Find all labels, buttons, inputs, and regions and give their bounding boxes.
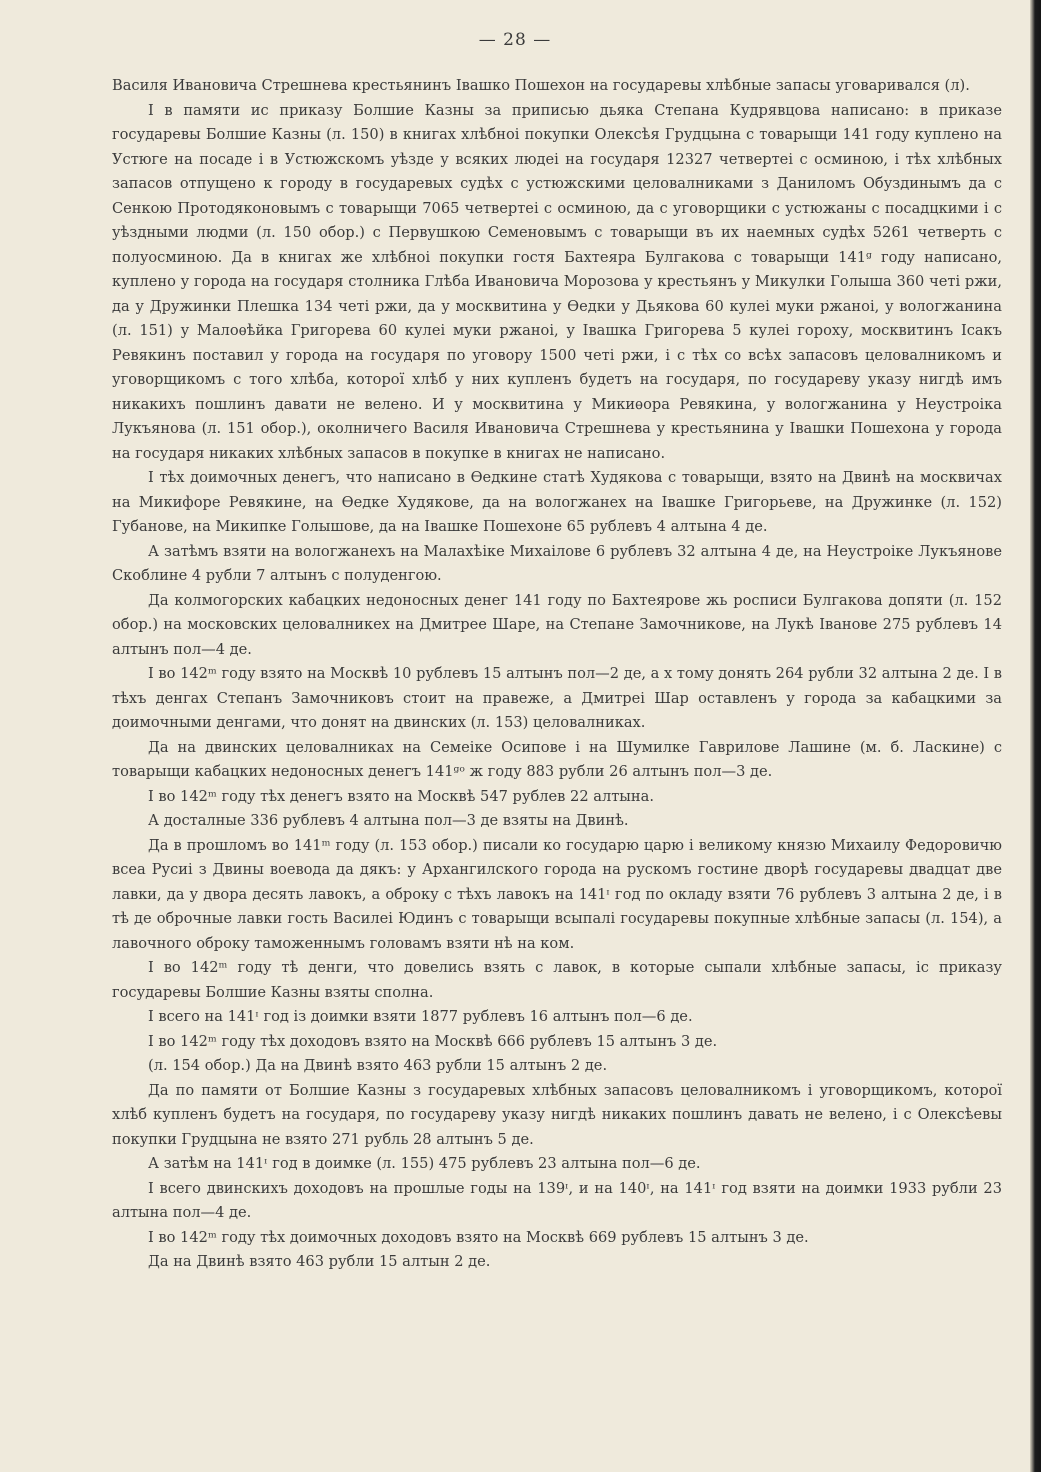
- paragraph: Да колмогорских кабацких недоносных денег 141 году по Бахтеярове жь росписи Булгакова допяти (л. 152 обор.) на московских целовалникех на Дмитрее Шаре, на Степане Замочникове, на Лукѣ Іванове 275 рублевъ 14 алтынъ пол—4 де.: [112, 591, 1002, 658]
- paragraph: Да в прошломъ во 141ᵐ году (л. 153 обор.) писали ко государю царю і великому князю Михаилу Федоровичю всеа Русиі з Двины воевода да дякъ: у Архангилского города на рускомъ гостине дворѣ государевы двадцат две лавки, да у двора десять лавокъ, а оброку с тѣхъ лавокъ на 141ᶦ год по окладу взяти 76 рублевъ 3 алтына 2 де, і в тѣ де оброчные лавки гость Василеі Юдинъ с товарыщи всыпалі государевы покупные хлѣбные запасы (л. 154), а лавочного оброку таможеннымъ головамъ взяти нѣ на ком.: [112, 836, 1002, 952]
- paragraph: І во 142ᵐ году тѣх доимочных доходовъ взято на Москвѣ 669 рублевъ 15 алтынъ 3 де.: [148, 1228, 809, 1246]
- paragraph: Василя Ивановича Стрешнева крестьянинъ Івашко Пошехон на государевы хлѣбные запасы уговаривался (л).: [112, 77, 970, 94]
- paragraph: І во 142ᵐ году тѣ денги, что довелись взять с лавок, в которые сыпали хлѣбные запасы, іс приказу государевы Болшие Казны взяты сполна.: [112, 959, 1002, 1001]
- paragraph: І во 142ᵐ году тѣх доходовъ взято на Москвѣ 666 рублевъ 15 алтынъ 3 де.: [148, 1032, 718, 1050]
- book-spine-shadow: [1030, 0, 1041, 1472]
- paragraph: (л. 154 обор.) Да на Двинѣ взято 463 рубли 15 алтынъ 2 де.: [148, 1057, 608, 1074]
- paragraph: І в памяти ис приказу Болшие Казны за приписью дьяка Степана Кудрявцова написано: в приказе государевы Болшие Казны (л. 150) в книгах хлѣбноі покупки Олексѣя Грудцына с товарыщи 141 году куплено на Устюге на посаде і в Устюжскомъ уѣзде у всяких людеі на государя 12327 четвертеі с осминою, і тѣх хлѣбных запасов отпущено к городу в государевых судѣх с устюжскими целовалниками з Даниломъ Обуздинымъ да с Сенкою Протодяконовымъ с товарыщи 7065 четвертеі с осминою, да с уговорщики с устюжаны с посадцкими і с уѣздными людми (л. 150 обор.) с Первушкою Семеновымъ с товарыщи въ их наемных судѣх 5261 четверть с полуосминою. Да в книгах же хлѣбноі покупки гостя Бахтеяра Булгакова с товарыщи 141ᵍ году написано, куплено у города на государя столника Глѣба Ивановича Морозова у крестьянъ у Микулки Голыша 360 четі ржи, да у Дружинки Плешка 134 четі ржи, да у москвитина у Ѳедки у Дьякова 60 кулеі муки ржаноі, у вологжанина (л. 151) у Малоѳѣйка Григорева 60 кулеі муки ржаноі, у Івашка Григорева 5 кулеі гороху, москвитинъ Ісакъ Ревякинъ поставил у города на государя по уговору 1500 четі ржи, і с тѣх со всѣх запасовъ целовалникомъ и уговорщикомъ с того хлѣба, которої хлѣб у них купленъ будетъ на государя, по государеву указу нигдѣ имъ никакихъ пошлинъ давати не велено. И у москвитина у Микиѳора Ревякина, у вологжанина у Неустроіка Лукъянова (л. 151 обор.), околничего Василя Ивановича Стрешнева у крестьянина у Івашки Пошехона у города на государя никаких хлѣбных запасов в покупке в книгах не написано.: [112, 101, 1002, 462]
- paragraph: Да на Двинѣ взято 463 рубли 15 алтын 2 де.: [148, 1253, 491, 1270]
- paragraph: І во 142ᵐ году тѣх денегъ взято на Москвѣ 547 рублев 22 алтына.: [148, 787, 654, 805]
- paragraph: І тѣх доимочных денегъ, что написано в Ѳедкине статѣ Худякова с товарыщи, взято на Двинѣ на москвичах на Микифоре Ревякине, на Ѳедке Худякове, да на вологжанех на Івашке Григорьеве, на Дружинке (л. 152) Губанове, на Микипке Голышове, да на Івашке Пошехоне 65 рублевъ 4 алтына 4 де.: [112, 469, 1002, 535]
- paragraph: А затѣм на 141ᶦ год в доимке (л. 155) 475 рублевъ 23 алтына пол—6 де.: [148, 1155, 701, 1172]
- paragraph: Да по памяти от Болшие Казны з государевых хлѣбных запасовъ целовалникомъ і уговорщикомъ, которої хлѣб купленъ будетъ на государя, по государеву указу нигдѣ никаких пошлинъ давать не велено, і с Олексѣевы покупки Грудцына не взято 271 рубль 28 алтынъ 5 де.: [112, 1081, 1002, 1148]
- page-number: — 28 —: [478, 30, 552, 50]
- paragraph: І всего двинскихъ доходовъ на прошлые годы на 139ᶦ, и на 140ᶦ, на 141ᶦ год взяти на доимки 1933 рубли 23 алтына пол—4 де.: [112, 1179, 1002, 1221]
- paragraph: Да на двинских целовалниках на Семеіке Осипове і на Шумилке Гаврилове Лашине (м. б. Ласкине) с товарыщи кабацких недоносных денегъ 141ᵍᵒ ж году 883 рубли 26 алтынъ пол—3 де.: [112, 738, 1002, 780]
- paragraph: А досталные 336 рублевъ 4 алтына пол—3 де взяты на Двинѣ.: [148, 812, 629, 829]
- body-text: [112, 74, 1002, 1275]
- paragraph: А затѣмъ взяти на вологжанехъ на Малахѣіке Михаілове 6 рублевъ 32 алтына 4 де, на Неустроіке Лукъянове Скоблине 4 рубли 7 алтынъ с полуденгою.: [112, 542, 1002, 584]
- paragraph: І во 142ᵐ году взято на Москвѣ 10 рублевъ 15 алтынъ пол—2 де, а х тому донять 264 рубли 32 алтына 2 де. І в тѣхъ денгах Степанъ Замочниковъ стоит на правеже, а Дмитреі Шар оставленъ у города за кабацкими за доимочными денгами, что донят на двинских (л. 153) целовалниках.: [112, 665, 1002, 731]
- paragraph: І всего на 141ᶦ год із доимки взяти 1877 рублевъ 16 алтынъ пол—6 де.: [148, 1008, 693, 1025]
